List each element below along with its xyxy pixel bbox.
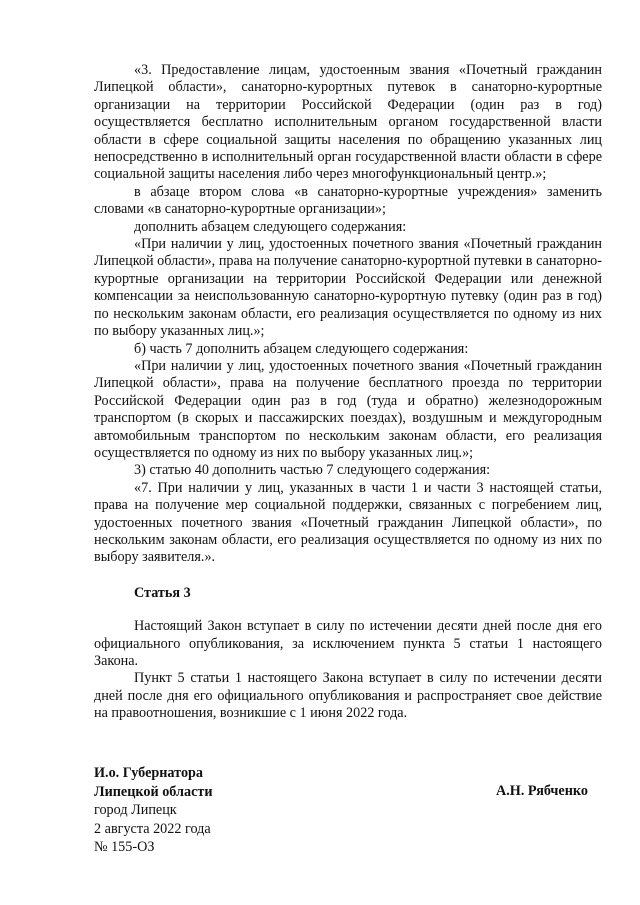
paragraph-entry-into-force: Настоящий Закон вступает в силу по истечении десяти дней после дня его официального опубликования, за исключением пункта 5 статьи 1 настоящего Закона. [94, 618, 602, 669]
document-body [94, 62, 602, 723]
paragraph-item-5-force: Пункт 5 статьи 1 настоящего Закона вступает в силу по истечении десяти дней после дня его официального опубликования и распространяет свое действие на правоотношения, возникшие с 1 июня 2022 года. [94, 670, 602, 722]
paragraph-sanatorium-quote: «При наличии у лиц, удостоенных почетного звания «Почетный гражданин Липецкой области», права на получение санаторно-курортной путевки в санаторно-курортные организации на территории Российской Федерации или денежной компенсации за неиспользованную санаторно-курортную путевку (один раз в год) по нескольким законам области, его реализация осуществляется по одному из них по выбору указанных лиц.»; [94, 236, 602, 340]
paragraph-replace-words: в абзаце втором слова «в санаторно-курортные учреждения» заменить словами «в санаторно-курортные организации»; [94, 183, 602, 218]
article-heading: Статья 3 [134, 584, 191, 601]
paragraph-item-3-quote: «3. Предоставление лицам, удостоенным звания «Почетный гражданин Липецкой области», санаторно-курортных путевок в санаторно-курортные организации на территории Российской Федерации (один раз в год) осуществляется бесплатно исполнительным органом государственной власти области в сфере социальной защиты населения по обращению указанных лиц непосредственно в исполнительный орган государственной власти области в сфере социальной защиты населения либо через многофункциональный центр.»; [94, 62, 602, 183]
signer-title-line1: И.о. Губернатора [94, 765, 204, 781]
law-number: № 155-ОЗ [94, 839, 155, 856]
paragraph-article-40-intro: 3) статью 40 дополнить частью 7 следующего содержания: [134, 462, 491, 479]
signing-city: город Липецк [94, 802, 177, 819]
paragraph-add-intro: дополнить абзацем следующего содержания: [134, 218, 407, 235]
paragraph-burial-quote: «7. При наличии у лиц, указанных в части 1 и части 3 настоящей статьи, права на получение мер социальной поддержки, связанных с погребением лиц, удостоенных почетного звания «Почетный гражданин Липецкой области», по нескольким законам области, его реализация осуществляется по одному из них по выбору заявителя.». [94, 479, 602, 566]
paragraph-travel-quote: «При наличии у лиц, удостоенных почетного звания «Почетный гражданин Липецкой области», права на получение бесплатного проезда по территории Российской Федерации один раз в год (туда и обратно) железнодорожным транспортом (в скорых и пассажирских поездах), воздушным и междугородным автомобильным транспортом по нескольким законам области, его реализация осуществляется по одному из них по выбору указанных лиц.»; [94, 357, 602, 461]
signer-name: А.Н. Рябченко [495, 783, 588, 799]
signer-title-line2: Липецкой области [94, 783, 213, 800]
signature-block [94, 764, 602, 857]
paragraph-part-7-intro: б) часть 7 дополнить абзацем следующего содержания: [134, 340, 469, 357]
signing-date: 2 августа 2022 года [94, 820, 211, 837]
